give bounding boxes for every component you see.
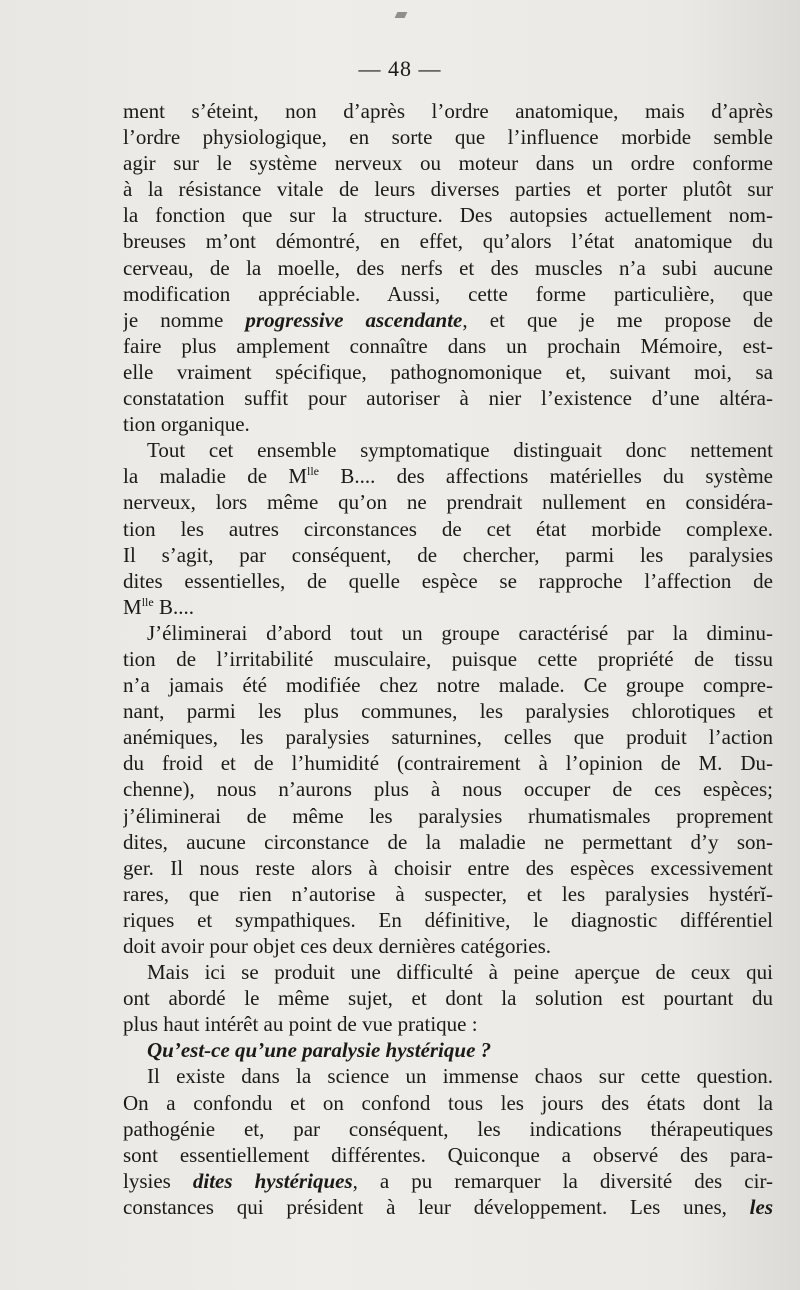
text-line: nant, parmi les plus communes, les paralysies chlorotiques et bbox=[123, 699, 773, 724]
text-line: dites, aucune circonstance de la maladie ne permettant d’y son- bbox=[123, 829, 773, 854]
text-span: B.... des affections matérielles du système bbox=[319, 464, 773, 489]
text-span: , et que je me propose de bbox=[462, 307, 773, 332]
text-line: dites essentielles, de quelle espèce se rapproche l’affection de bbox=[123, 568, 773, 593]
text-line: nerveux, lors même qu’on ne prendrait nullement en considéra- bbox=[123, 490, 773, 515]
text-line: du froid et de l’humidité (contrairement à l’opinion de M. Du- bbox=[123, 751, 773, 776]
text-line: chenne), nous n’aurons plus à nous occuper de ces espèces; bbox=[123, 777, 773, 802]
text-line: J’éliminerai d’abord tout un groupe caractérisé par la diminu- bbox=[147, 620, 773, 645]
text-line: faire plus amplement connaître dans un prochain Mémoire, est- bbox=[123, 333, 773, 358]
text-span: lysies bbox=[123, 1168, 193, 1193]
text-line: agir sur le système nerveux ou moteur dans un ordre conforme bbox=[123, 151, 773, 176]
emphasis-dites-hysteriques: dites hystériques bbox=[192, 1168, 353, 1193]
text-line: Il existe dans la science un immense chaos sur cette question. bbox=[147, 1064, 773, 1089]
text-line: anémiques, les paralysies saturnines, celles que produit l’action bbox=[123, 725, 773, 750]
text-line bbox=[123, 1194, 773, 1220]
text-span: je nomme bbox=[123, 307, 246, 332]
text-line: tion les autres circonstances de cet état morbide complexe. bbox=[123, 516, 773, 541]
text-span: M bbox=[123, 594, 142, 619]
text-line: à la résistance vitale de leurs diverses parties et porter plutôt sur bbox=[123, 177, 773, 202]
text-line: elle vraiment spécifique, pathognomonique et, suivant moi, sa bbox=[123, 359, 773, 384]
text-line: cerveau, de la moelle, des nerfs et des muscles n’a subi aucune bbox=[123, 255, 773, 280]
superscript: lle bbox=[307, 464, 320, 479]
text-line: la fonction que sur la structure. Des autopsies actuellement nom- bbox=[123, 203, 773, 228]
text-line: ont abordé le même sujet, et dont la solution est pourtant du bbox=[123, 986, 773, 1011]
body-text bbox=[123, 98, 773, 1220]
text-line: sont essentiellement différentes. Quiconque a observé des para- bbox=[123, 1142, 773, 1167]
text-span: constances qui président à leur développement. Les unes, bbox=[123, 1194, 750, 1219]
text-line: doit avoir pour objet ces deux dernières catégories. bbox=[123, 934, 552, 958]
text-line: ger. Il nous reste alors à choisir entre des espèces excessivement bbox=[123, 855, 773, 880]
text-line: breuses m’ont démontré, en effet, qu’alors l’état anatomique du bbox=[123, 229, 773, 254]
text-line: Mais ici se produit une difficulté à peine aperçue de ceux qui bbox=[147, 960, 773, 985]
text-span: B.... bbox=[153, 594, 194, 619]
text-line: l’ordre physiologique, en sorte que l’influence morbide semble bbox=[123, 125, 773, 150]
superscript: lle bbox=[141, 594, 154, 609]
catchword: les bbox=[749, 1194, 773, 1219]
text-line: modification appréciable. Aussi, cette forme particulière, que bbox=[123, 281, 773, 306]
text-line bbox=[123, 307, 773, 333]
text-line: constatation suffit pour autoriser à nier l’existence d’une altéra- bbox=[123, 386, 773, 411]
text-line bbox=[123, 463, 773, 489]
text-span: la maladie de M bbox=[123, 464, 308, 489]
printer-mark bbox=[395, 12, 408, 18]
text-line bbox=[123, 594, 773, 620]
text-line: j’éliminerai de même les paralysies rhumatismales proprement bbox=[123, 803, 773, 828]
text-line: ment s’éteint, non d’après l’ordre anatomique, mais d’après bbox=[123, 99, 773, 123]
text-line: n’a jamais été modifiée chez notre malade. Ce groupe compre- bbox=[123, 673, 773, 698]
text-line: riques et sympathiques. En définitive, le diagnostic différentiel bbox=[123, 907, 773, 932]
text-line bbox=[123, 1168, 773, 1194]
text-line: Tout cet ensemble symptomatique distinguait donc nettement bbox=[147, 438, 773, 463]
text-line: tion organique. bbox=[123, 412, 250, 437]
text-line: tion de l’irritabilité musculaire, puisque cette propriété de tissu bbox=[123, 646, 773, 671]
text-line: Il s’agit, par conséquent, de chercher, parmi les paralysies bbox=[123, 542, 773, 567]
emphasis-progressive-ascendante: progressive ascendante bbox=[245, 307, 463, 332]
text-span: , a pu remarquer la diversité des cir- bbox=[352, 1168, 773, 1193]
text-line: On a confondu et on confond tous les jours des états dont la bbox=[123, 1090, 773, 1115]
page-number: — 48 — bbox=[358, 56, 442, 81]
text-line: plus haut intérêt au point de vue pratique : bbox=[123, 1012, 478, 1037]
text-line: pathogénie et, par conséquent, les indications thérapeutiques bbox=[123, 1116, 773, 1141]
section-question: Qu’est-ce qu’une paralysie hystérique ? bbox=[147, 1038, 492, 1063]
text-line: rares, que rien n’autorise à suspecter, et les paralysies hystérĭ- bbox=[123, 881, 773, 906]
